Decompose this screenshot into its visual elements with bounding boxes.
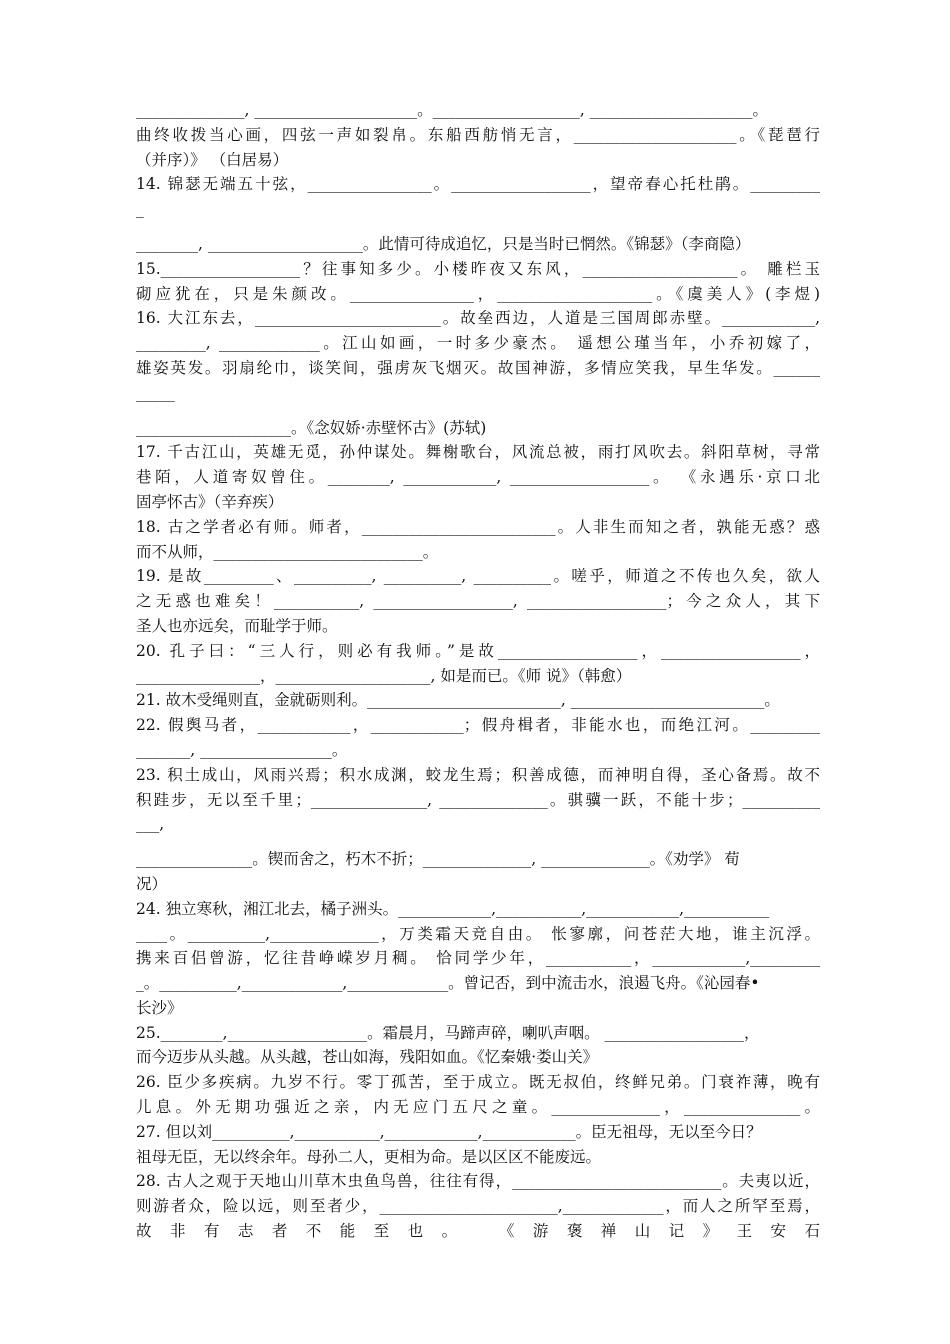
text-line: 14. 锦瑟无端五十弦，________________。__________________，望帝春心托杜鹃。_________ xyxy=(136,175,820,194)
text-line: 而今迈步从头越。从头越，苍山如海，残阳如血。《忆秦娥·娄山关》 xyxy=(136,1048,599,1067)
text-line: 雄姿英发。羽扇纶巾，谈笑间，强虏灰飞烟灭。故国神游，多情应笑我，早生华发。______ xyxy=(136,358,820,377)
text-line xyxy=(136,406,820,416)
text-line: 18. 古之学者必有师。师者，_________________________。人非生而知之者，孰能无惑？惑 xyxy=(136,517,820,536)
text-line: 21. 故木受绳则直，金就砺则利。_________________________, _________________________。 xyxy=(136,691,780,710)
text-line: 28. 古人之观于天地山川草木虫鱼鸟兽，往往有得，___________________________。夫夷以近， xyxy=(136,1172,820,1191)
text-line: 20. 孔子曰：“三人行，则必有我师。”是故__________________，__________________， xyxy=(136,641,820,660)
text-line: 长沙》 xyxy=(136,998,183,1017)
text-line: 24. 独立寒秋，湘江北去，橘子洲头。____________,___________,____________,___________ xyxy=(136,899,770,918)
text-line: 故非有志者不能至也。 《游褒禅山记》王安石 xyxy=(136,1222,820,1241)
text-line: ________________，____________________, 如是而已。《师 说》（韩愈） xyxy=(136,666,632,685)
text-line: _ xyxy=(136,200,144,219)
text-line: 25.________,__________________。霜晨月，马蹄声碎，喇叭声咽。 __________________， xyxy=(136,1023,760,1042)
text-line: 祖母无臣，无以终余年。母孙二人，更相为命。是以区区不能废远。 xyxy=(136,1147,602,1166)
text-line: _________, _____________。江山如画，一时多少豪杰。 遥想公瑾当年，小乔初嫁了， xyxy=(136,334,820,353)
text-line: ___, xyxy=(136,815,165,834)
text-line: 16. 大江东去，________________________。故垒西边，人道是三国周郎赤壁。____________, xyxy=(136,309,820,328)
text-line: 曲终收拨当心画，四弦一声如裂帛。东船西舫悄无言，_____________________。《琵琶行 xyxy=(136,125,820,144)
text-line: 17. 千古江山，英雄无觅，孙仲谋处。舞榭歌台，风流总被，雨打风吹去。斜阳草树，寻常 xyxy=(136,443,820,462)
text-line: _______, _________________。 xyxy=(136,740,348,759)
text-line: 而不从师，___________________________。 xyxy=(136,542,439,561)
text-line: 22. 假舆马者，____________，____________；假舟楫者，非能水也，而绝江河。_________ xyxy=(136,716,820,735)
text-line: 积跬步，无以至千里；_______________, ______________。骐骥一跃，不能十步；__________ xyxy=(136,790,820,809)
text-line xyxy=(136,222,820,232)
text-line: 砌应犹在，只是朱颜改。________________，____________________。《虞美人》(李煜) xyxy=(136,284,820,303)
text-line: 23. 积土成山，风雨兴焉；积水成渊，蛟龙生焉；积善成德，而神明自得，圣心备焉。故不 xyxy=(136,765,820,784)
text-line: 27. 但以刘__________,___________,____________,____________。臣无祖母，无以至今日？ xyxy=(136,1122,762,1141)
text-line: 儿息。外无期功强近之亲，内无应门五尺之童。______________，_______________。 xyxy=(136,1098,820,1117)
text-line: （并序）》 （白居易） xyxy=(136,150,289,169)
text-line: _。__________,_____________,_____________。曾记否，到中流击水，浪遏飞舟。《沁园春• xyxy=(136,974,760,993)
text-line: 圣人也亦远矣，而耻学于师。 xyxy=(136,616,338,635)
text-line: ______________, _____________________。___________________, _____________________。 xyxy=(136,101,768,119)
text-line: 15.__________________？往事知多少。小楼昨夜又东风，____________________。 雕栏玉 xyxy=(136,259,820,278)
text-line: 26. 臣少多疾病。九岁不行。零丁孤苦，至于成立。既无叔伯，终鲜兄弟。门衰祚薄，晚有 xyxy=(136,1073,820,1092)
text-line: ____________________。《念奴娇·赤壁怀古》(苏轼) xyxy=(136,418,487,437)
text-line: _____ xyxy=(136,383,175,402)
text-line: 巷陌，人道寄奴曾住。________, ____________, __________________。 《永遇乐·京口北 xyxy=(136,468,820,487)
text-line: 则游者众，险以远，则至者少，_______________________,_____________，而人之所罕至焉， xyxy=(136,1197,820,1216)
text-line xyxy=(136,837,820,847)
text-line: 19. 是故_________、__________, __________, __________。嗟乎，师道之不传也久矣，欲人 xyxy=(136,567,820,586)
text-line: _______________。锲而舍之，朽木不折；______________, ______________。《劝学》 荀 xyxy=(136,850,740,869)
text-line: 之无惑也难矣！___________, __________________, __________________；今之众人，其下 xyxy=(136,592,820,611)
text-line: 况） xyxy=(136,874,168,893)
text-line: ____。__________,______________，万类霜天竞自由。 怅寥廓，问苍茫大地，谁主沉浮。 xyxy=(136,924,820,943)
text-line: 固亭怀古》（辛弃疾） xyxy=(136,492,284,511)
document-page xyxy=(136,98,820,1244)
text-line: ________, ____________________。此情可待成追忆，只是当时已惘然。《锦瑟》（李商隐） xyxy=(136,234,751,253)
text-line: 携来百侣曾游，忆往昔峥嵘岁月稠。 恰同学少年，___________，____________,_________ xyxy=(136,949,820,968)
